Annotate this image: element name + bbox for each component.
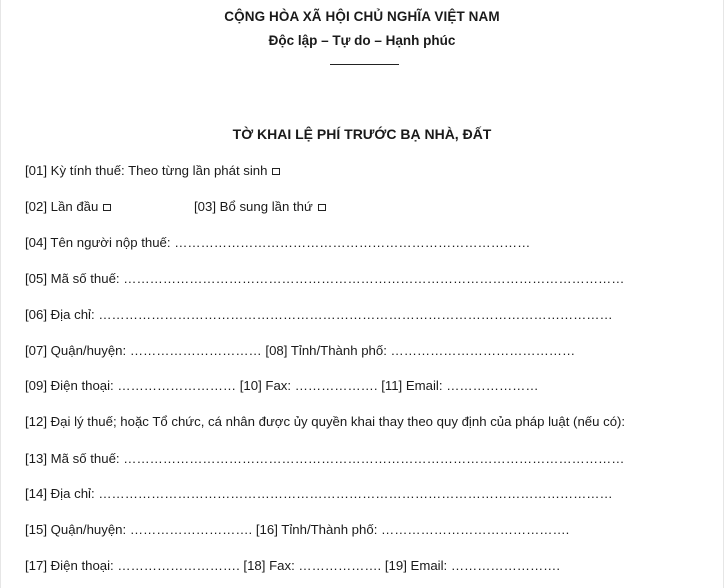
field-18-blank[interactable]: ………………. [298,558,382,573]
field-09-label: [09] Điện thoại: [25,378,114,393]
field-07-label: [07] Quận/huyện: [25,343,127,358]
field-05-label: [05] Mã số thuế: [25,271,120,286]
field-17-19-row [25,558,560,573]
field-06-row [25,307,613,322]
form-title: TỜ KHAI LỆ PHÍ TRƯỚC BẠ NHÀ, ĐẤT [232,126,492,142]
field-06-blank[interactable]: ……………………………………………………………………………………………………… [98,307,613,322]
field-01-label: [01] Kỳ tính thuế: Theo từng lần phát sinh [25,163,268,178]
field-17-blank[interactable]: ………………………. [117,558,240,573]
country-heading: CỘNG HÒA XÃ HỘI CHỦ NGHĨA VIỆT NAM [224,9,500,24]
field-09-blank[interactable]: ……………………… [117,378,237,393]
field-19-blank[interactable]: ……………………. [450,558,561,573]
field-02-label: [02] Lần đầu [25,199,99,214]
field-12-label: [12] Đại lý thuế; hoặc Tổ chức, cá nhân được ủy quyền khai thay theo quy định của pháp luật (nếu có): [25,414,626,429]
field-11-label: [11] Email: [381,378,443,393]
field-09-11-row [25,378,539,393]
field-03-label: [03] Bổ sung lần thứ [194,199,313,214]
field-02-row [25,199,111,214]
field-13-row [25,451,624,466]
field-14-row [25,486,613,501]
field-05-blank[interactable]: …………………………………………………………………………………………………… [123,271,625,286]
field-07-08-row [25,343,575,358]
field-06-label: [06] Địa chỉ: [25,307,95,322]
field-07-blank[interactable]: ………………………… [129,343,262,358]
field-05-row [25,271,624,286]
field-04-label: [04] Tên người nộp thuế: [25,235,171,250]
field-10-blank[interactable]: ………………. [294,378,378,393]
field-11-blank[interactable]: ………………… [446,378,539,393]
field-10-label: [10] Fax: [239,378,292,393]
field-08-label: [08] Tỉnh/Thành phố: [265,343,387,358]
field-14-label: [14] Địa chỉ: [25,486,95,501]
field-08-blank[interactable]: …………………………………… [390,343,576,358]
field-04-blank[interactable]: ……………………………………………………………………… [174,235,531,250]
field-12-row [25,414,625,429]
field-15-16-row [25,522,569,537]
field-03-checkbox[interactable] [318,204,326,211]
field-14-blank[interactable]: ……………………………………………………………………………………………………… [98,486,613,501]
heading-divider [330,64,399,65]
field-13-blank[interactable]: …………………………………………………………………………………………………… [123,451,625,466]
field-17-label: [17] Điện thoại: [25,558,114,573]
motto-heading: Độc lập – Tự do – Hạnh phúc [268,33,456,48]
field-02-checkbox[interactable] [103,204,111,211]
field-18-label: [18] Fax: [243,558,295,573]
field-15-label: [15] Quận/huyện: [25,522,127,537]
field-01-checkbox[interactable] [272,168,280,175]
field-03-row [194,199,326,214]
field-16-blank[interactable]: ……………………………………. [381,522,570,537]
field-15-blank[interactable]: ………………………. [129,522,253,537]
field-04-row [25,235,530,250]
field-01-row [25,163,280,178]
page-border-left [0,0,1,588]
field-13-label: [13] Mã số thuế: [25,451,120,466]
field-16-label: [16] Tỉnh/Thành phố: [255,522,378,537]
field-19-label: [19] Email: [384,558,448,573]
